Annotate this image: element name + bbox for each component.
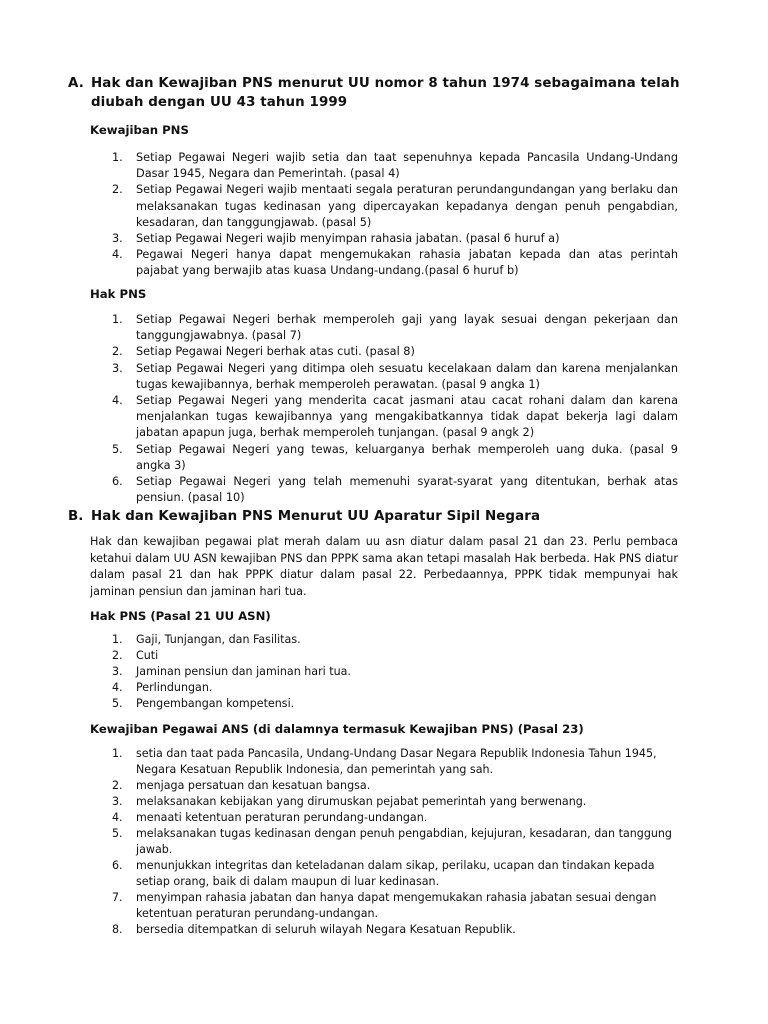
list-item-number: 4. [112, 394, 123, 408]
section-a-title-text: Hak dan Kewajiban PNS menurut UU nomor 8 tahun 1974 sebagaimana telah diubah dengan UU 43 tahun 1999 [91, 76, 680, 110]
list-item-number: 4. [112, 681, 123, 694]
list-item-text: menunjukkan integritas dan keteladanan dalam sikap, perilaku, ucapan dan tindakan kepada setiap orang, baik di dalam maupun di luar kedinasan. [136, 859, 655, 888]
section-a-hak-heading: Hak PNS [90, 287, 147, 301]
section-a-kewajiban-list [90, 150, 678, 280]
list-item [90, 810, 678, 826]
section-b-title-text: Hak dan Kewajiban PNS Menurut UU Aparatur Sipil Negara [91, 509, 541, 524]
list-item-text: menaati ketentuan peraturan perundang-undangan. [136, 811, 428, 824]
list-item-number: 5. [112, 827, 123, 840]
list-item-number: 3. [112, 665, 123, 678]
list-item-number: 8. [112, 923, 123, 936]
list-item-text: Gaji, Tunjangan, dan Fasilitas. [136, 633, 301, 646]
list-item [90, 664, 678, 680]
section-a-title [68, 74, 688, 112]
list-item-text: Setiap Pegawai Negeri berhak memperoleh gaji yang layak sesuai dengan pekerjaan dan tanggungjawabnya. (pasal 7) [136, 313, 678, 343]
list-item [90, 312, 678, 344]
list-item-text: Perlindungan. [136, 681, 213, 694]
list-item [90, 648, 678, 664]
list-item [90, 922, 678, 938]
list-item-text: Cuti [136, 649, 159, 662]
list-item [90, 361, 678, 393]
list-item [90, 632, 678, 648]
list-item-text: Setiap Pegawai Negeri wajib menyimpan rahasia jabatan. (pasal 6 huruf a) [136, 232, 560, 246]
list-item-text: bersedia ditempatkan di seluruh wilayah Negara Kesatuan Republik. [136, 923, 516, 936]
list-item-text: menjaga persatuan dan kesatuan bangsa. [136, 779, 371, 792]
list-item [90, 680, 678, 696]
list-item-number: 6. [112, 475, 123, 489]
list-item-text: Setiap Pegawai Negeri berhak atas cuti. (pasal 8) [136, 345, 415, 359]
list-item-number: 4. [112, 811, 123, 824]
list-item-text: Setiap Pegawai Negeri yang menderita cacat jasmani atau cacat rohani dalam dan karena menjalankan tugas kewajibannya yang mengakibatkannya tidak dapat bekerja lagi dalam jabatan apapun juga, berhak memperoleh tunjangan. (pasal 9 angk 2) [136, 394, 678, 440]
section-b-kewajiban-heading: Kewajiban Pegawai ANS (di dalamnya termasuk Kewajiban PNS) (Pasal 23) [90, 722, 584, 736]
list-item-text: Setiap Pegawai Negeri yang telah memenuhi syarat-syarat yang ditentukan, berhak atas pensiun. (pasal 10) [136, 475, 678, 505]
list-item-number: 1. [112, 313, 123, 326]
list-item-number: 1. [112, 633, 123, 646]
list-item-number: 5. [112, 442, 123, 456]
list-item [90, 442, 678, 474]
list-item-number: 1. [112, 747, 123, 760]
list-item-text: menyimpan rahasia jabatan dan hanya dapat mengemukakan rahasia jabatan sesuai dengan ketentuan peraturan perundang-undangan. [136, 891, 657, 920]
list-item [90, 393, 678, 442]
list-item-text: setia dan taat pada Pancasila, Undang-Undang Dasar Negara Republik Indonesia Tahun 1945, Negara Kesatuan Republik Indonesia, dan pemerintah yang sah. [136, 747, 657, 776]
list-item [90, 890, 678, 922]
list-item-number: 7. [112, 891, 123, 904]
section-a-kewajiban-heading: Kewajiban PNS [90, 123, 189, 137]
section-a-letter: A. [68, 76, 84, 91]
list-item-text: Setiap Pegawai Negeri yang ditimpa oleh sesuatu kecelakaan dalam dan karena menjalankan tugas kewajibannya, berhak memperoleh perawatan. (pasal 9 angka 1) [136, 361, 678, 391]
list-item [90, 858, 678, 890]
list-item [90, 794, 678, 810]
section-b-title [68, 507, 688, 526]
list-item-number: 3. [112, 361, 123, 375]
list-item-number: 2. [112, 345, 123, 359]
list-item-text: Pegawai Negeri hanya dapat mengemukakan rahasia jabatan kepada dan atas perintah pajabat yang berwajib atas kuasa Undang-undang.(pasal 6 huruf b) [136, 248, 678, 278]
list-item [90, 150, 678, 182]
list-item-number: 5. [112, 697, 123, 710]
list-item-number: 3. [112, 795, 123, 808]
list-item [90, 231, 678, 247]
list-item-text: Pengembangan kompetensi. [136, 697, 295, 710]
section-b-letter: B. [68, 509, 84, 524]
section-b-kewajiban-list [90, 746, 678, 938]
section-b-intro: Hak dan kewajiban pegawai plat merah dalam uu asn diatur dalam pasal 21 dan 23. Perlu pembaca ketahui dalam UU ASN kewajiban PNS dan PPPK sama akan tetapi masalah Hak berbeda. Hak PNS diatur dalam pasal 21 dan hak PPPK diatur dalam pasal 22. Perbedaannya, PPPK tidak mempunyai hak jaminan pensiun dan jaminan hari tua. [90, 535, 678, 598]
list-item-number: 2. [112, 779, 123, 792]
list-item-text: melaksanakan kebijakan yang dirumuskan pejabat pemerintah yang berwenang. [136, 795, 587, 808]
list-item [90, 247, 678, 279]
section-a-hak-list [90, 312, 678, 506]
section-b-hak-heading: Hak PNS (Pasal 21 UU ASN) [90, 609, 271, 623]
list-item-number: 4. [112, 248, 123, 262]
list-item [90, 182, 678, 231]
section-b-hak-list [90, 632, 678, 712]
list-item-text: Setiap Pegawai Negeri wajib setia dan taat sepenuhnya kepada Pancasila Undang-Undang Dasar 1945, Negara dan Pemerintah. (pasal 4) [136, 151, 678, 181]
list-item-number: 1. [112, 151, 123, 164]
list-item-number: 2. [112, 649, 123, 662]
list-item [90, 746, 678, 778]
list-item-number: 3. [112, 232, 123, 246]
list-item [90, 344, 678, 360]
list-item-text: Jaminan pensiun dan jaminan hari tua. [136, 665, 351, 678]
list-item-text: Setiap Pegawai Negeri yang tewas, keluarganya berhak memperoleh uang duka. (pasal 9 angka 3) [136, 442, 678, 472]
list-item-number: 2. [112, 183, 123, 197]
list-item [90, 696, 678, 712]
list-item-text: melaksanakan tugas kedinasan dengan penuh pengabdian, kejujuran, kesadaran, dan tanggung jawab. [136, 827, 672, 856]
list-item-number: 6. [112, 859, 123, 872]
list-item [90, 826, 678, 858]
list-item [90, 778, 678, 794]
list-item [90, 474, 678, 506]
list-item-text: Setiap Pegawai Negeri wajib mentaati segala peraturan perundangundangan yang berlaku dan melaksanakan tugas kedinasan yang dipercayakan kepadanya dengan penuh pengabdian, kesadaran, dan tanggungjawab. (pasal 5) [136, 183, 678, 229]
